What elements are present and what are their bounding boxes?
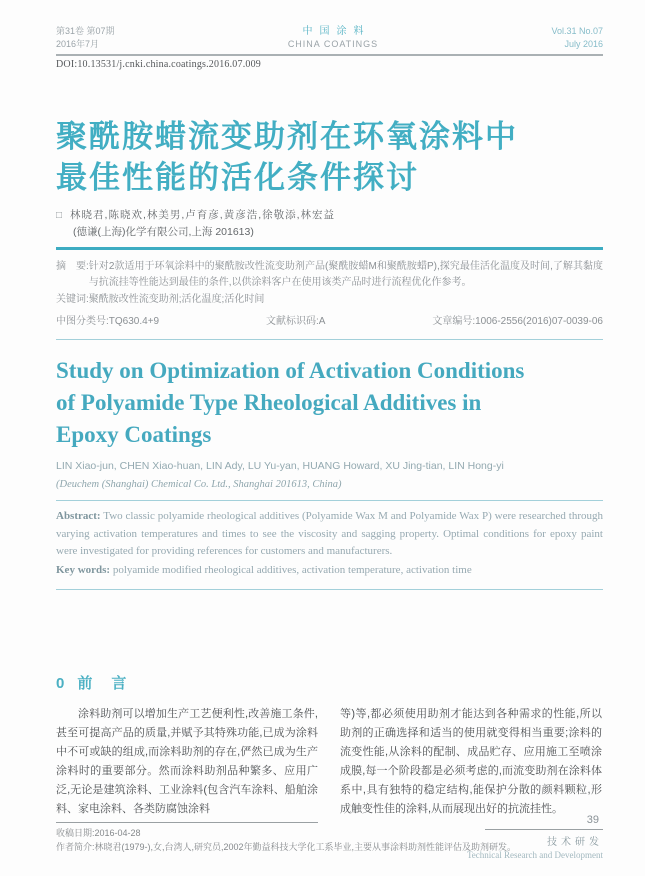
column-title-cn: 技术研发: [547, 837, 603, 848]
body-paragraph-right: 等)等,都必须使用助剂才能达到各种需求的性能,所以助剂的正确选择和适当的使用就变得相当重要;涂料的流变性能,从涂料的配制、成品贮存、应用施工至喷涂成膜,每一个阶段都是必须考虑的,而流变助剂在涂料体系中,具有独特的稳定结构,能保护分散的颜料颗粒,形成触变性佳的涂料,从而展现出好的抗流挂性。: [340, 708, 602, 815]
keywords-en: [56, 562, 603, 580]
abstract-en-label: Abstract:: [56, 510, 101, 522]
footnote-divider: [56, 822, 318, 823]
abstract-en: [56, 508, 603, 561]
article-number: 文章编号:1006-2556(2016)07-0039-06: [432, 315, 603, 327]
footer-divider: [485, 829, 603, 830]
keywords-en-label: Key words:: [56, 563, 111, 576]
page-number: 39: [586, 814, 599, 826]
footnote-received: 收稿日期:2016-04-28: [56, 828, 141, 838]
abstract-en-divider: [56, 589, 603, 590]
journal-name-cn: 中国涂料: [302, 26, 371, 37]
title-divider-bar: [56, 247, 603, 250]
issue-info-cn: [56, 25, 115, 51]
issue-date-en: July 2016: [564, 39, 603, 49]
author-list-en: LIN Xiao-jun, CHEN Xiao-huan, LIN Ady, LU Yu-yan, HUANG Howard, XU Jing-tian, LIN Hong-yi: [56, 460, 504, 472]
affiliation-cn: (德谦(上海)化学有限公司,上海 201613): [73, 226, 254, 238]
abstract-cn-text: 针对2款适用于环氧涂料中的聚酰胺改性流变助剂产品(聚酰胺蜡M和聚酰胺蜡P),探究最佳活化温度及时间,了解其黏度与抗流挂等性能达到最佳的条件,以供涂料客户在使用该类产品时进行流程优化作参考。: [88, 261, 603, 288]
keywords-cn-text: 聚酰胺改性流变助剂;活化温度;活化时间: [88, 294, 265, 305]
body-paragraph-left: 涂料助剂可以增加生产工艺便利性,改善施工条件,甚至可提高产品的质量,并赋予其特殊功能,已成为涂料中不可或缺的组成,而涂料助剂的存在,俨然已成为生产涂料时的重要部分。然而涂料助剂品种繁多、应用广泛,无论是建筑涂料、工业涂料(包含汽车涂料、船舶涂料、家电涂料、各类防腐蚀涂料: [56, 708, 318, 815]
issue-volume-en: Vol.31 No.07: [551, 26, 603, 36]
abstract-en-text: Two classic polyamide rheological additives (Polyamide Wax M and Polyamide Wax P) were researched through varying activation temperatures and times to see the viscosity and sagging property. Optimal conditions for epoxy paint were investigated for providing references for customers and manufacturers.: [56, 510, 603, 557]
article-title-en-line1: Study on Optimization of Activation Conditions: [56, 358, 525, 383]
masthead-divider: [56, 54, 603, 56]
author-marker-icon: □: [56, 210, 64, 221]
keywords-cn-row: [56, 292, 603, 308]
doi-text: DOI:10.13531/j.cnki.china.coatings.2016.07.009: [56, 59, 262, 70]
journal-name: [288, 25, 378, 51]
section-title: 前 言: [77, 675, 129, 692]
abstract-cn-label: 摘 要:: [56, 261, 89, 272]
article-title-en: [56, 355, 603, 451]
article-title-en-line3: Epoxy Coatings: [56, 422, 212, 447]
doc-code: 文献标识码:A: [265, 315, 326, 327]
clc-number: 中图分类号:TQ630.4+9: [56, 315, 160, 327]
body-columns: [56, 705, 603, 819]
column-title-en: Technical Research and Development: [466, 850, 603, 860]
journal-name-en: CHINA COATINGS: [287, 39, 379, 49]
article-title-cn-line1: 聚酰胺蜡流变助剂在环氧涂料中: [56, 119, 518, 154]
abstract-divider: [56, 339, 603, 340]
article-meta-row: [56, 314, 603, 330]
article-title-en-line2: of Polyamide Type Rheological Additives in: [56, 390, 482, 415]
body-column-left: [56, 705, 318, 819]
issue-date-cn: 2016年7月: [56, 39, 100, 49]
affiliation-en-divider: [56, 500, 603, 501]
page-footer: [467, 814, 603, 860]
masthead: [56, 25, 603, 51]
author-names-cn: 林晓君,陈晓欢,林美男,卢育彦,黄彦浩,徐敬添,林宏益: [70, 209, 336, 221]
keywords-cn-label: 关键词:: [56, 294, 89, 305]
abstract-cn-row: [56, 259, 603, 290]
abstract-cn-block: [56, 259, 603, 329]
issue-volume-cn: 第31卷 第07期: [56, 26, 115, 36]
affiliation-en: (Deuchem (Shanghai) Chemical Co. Ltd., Shanghai 201613, China): [56, 479, 342, 490]
issue-info-en: [551, 25, 603, 51]
footnote-bio: 作者简介:林晓君(1979-),女,台湾人,研究员,2002年勤益科技大学化工系毕业,主要从事涂料助剂性能评估及助剂研发。: [56, 841, 517, 852]
article-title-cn-line2: 最佳性能的活化条件探讨: [56, 160, 419, 195]
body-column-right: [340, 705, 602, 819]
article-title-cn: [56, 116, 603, 198]
section-number: 0: [56, 675, 65, 692]
keywords-en-text: polyamide modified rheological additives, activation temperature, activation time: [110, 563, 472, 576]
author-list-cn: [56, 207, 603, 222]
section-heading: [56, 672, 603, 693]
